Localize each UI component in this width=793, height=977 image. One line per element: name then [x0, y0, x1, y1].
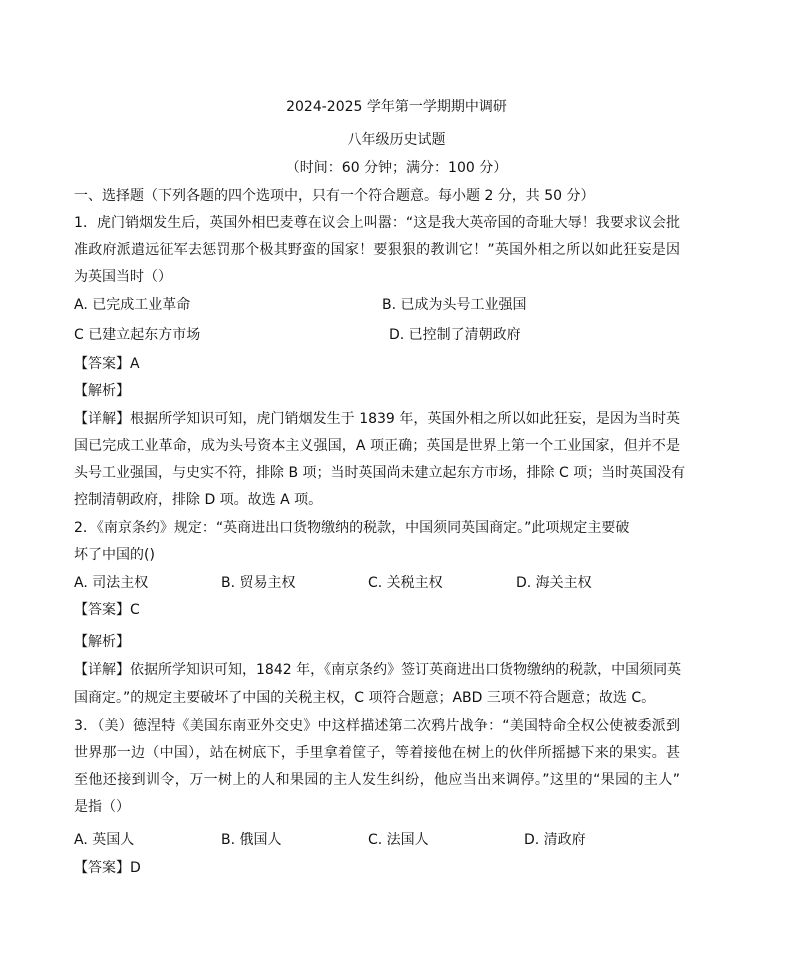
question-3-option-c: C. 法国人	[368, 832, 429, 848]
question-2-option-a: A. 司法主权	[74, 575, 149, 591]
question-2-detail: 【详解】依据所学知识可知，1842 年，《南京条约》签订英商进出口货物缴纳的税款，中国须同英	[74, 662, 682, 678]
question-3-line: 是指（）	[74, 799, 130, 815]
question-3-line: 3．（美）德涅特《美国东南亚外交史》中这样描述第二次鸦片战争：“美国特命全权公使被委派到	[74, 718, 680, 734]
question-3-answer: 【答案】D	[74, 860, 141, 876]
question-3-line: 世界那一边（中国），站在树底下，手里拿着筐子，等着接他在树上的伙伴所摇撼下来的果实。甚	[74, 745, 680, 761]
question-1-analysis: 【解析】	[74, 383, 130, 399]
question-2-detail: 国商定。”的规定主要破坏了中国的关税主权，C 项符合题意；ABD 三项不符合题意；故选 C。	[74, 690, 656, 706]
question-2-option-c: C. 关税主权	[368, 575, 443, 591]
question-1-detail: 【详解】根据所学知识可知，虎门销烟发生于 1839 年，英国外相之所以如此狂妄，是因为当时英	[74, 411, 680, 427]
question-2-line: 2．《南京条约》规定：“英商进出口货物缴纳的税款，中国须同英国商定。”此项规定主要破	[74, 520, 630, 536]
question-1-option-d: D. 已控制了清朝政府	[389, 327, 521, 343]
question-1-line: 为英国当时（）	[74, 269, 172, 285]
question-2-option-d: D. 海关主权	[516, 575, 592, 591]
question-1-detail: 头号工业强国，与史实不符，排除 B 项；当时英国尚未建立起东方市场，排除 C 项；当时英国没有	[74, 465, 686, 481]
question-3-option-b: B. 俄国人	[221, 832, 282, 848]
question-1-line: 1．虎门销烟发生后，英国外相巴麦尊在议会上叫嚣：“这是我大英帝国的奇耻大辱！我要求议会批	[74, 215, 680, 231]
question-1-option-a: A. 已完成工业革命	[74, 297, 191, 313]
exam-subtitle: 八年级历史试题	[347, 132, 446, 148]
question-1-option-c: C 已建立起东方市场	[74, 327, 201, 343]
section-heading: 一、选择题（下列各题的四个选项中，只有一个符合题意。每小题 2 分，共 50 分）	[74, 188, 595, 204]
question-3-option-a: A. 英国人	[74, 832, 135, 848]
question-1-detail: 国已完成工业革命，成为头号资本主义强国，A 项正确；英国是世界上第一个工业国家，但并不是	[74, 438, 680, 454]
question-2-option-b: B. 贸易主权	[221, 575, 296, 591]
question-1-detail: 控制清朝政府，排除 D 项。故选 A 项。	[74, 492, 323, 508]
question-3-line: 至他还接到训令，万一树上的人和果园的主人发生纠纷，他应当出来调停。”这里的“果园的主人”	[74, 772, 680, 788]
question-1-answer: 【答案】A	[74, 356, 140, 372]
question-2-line: 坏了中国的()	[74, 547, 155, 563]
exam-title: 2024-2025 学年第一学期期中调研	[286, 99, 507, 115]
question-2-answer: 【答案】C	[74, 602, 140, 618]
question-2-analysis: 【解析】	[74, 634, 130, 650]
question-1-line: 准政府派遣远征军去惩罚那个极其野蛮的国家！要狠狠的教训它！”英国外相之所以如此狂妄是因	[74, 242, 680, 258]
question-1-option-b: B. 已成为头号工业强国	[382, 297, 527, 313]
question-3-option-d: D. 清政府	[524, 832, 586, 848]
exam-info: （时间：60 分钟；满分：100 分）	[285, 160, 508, 176]
